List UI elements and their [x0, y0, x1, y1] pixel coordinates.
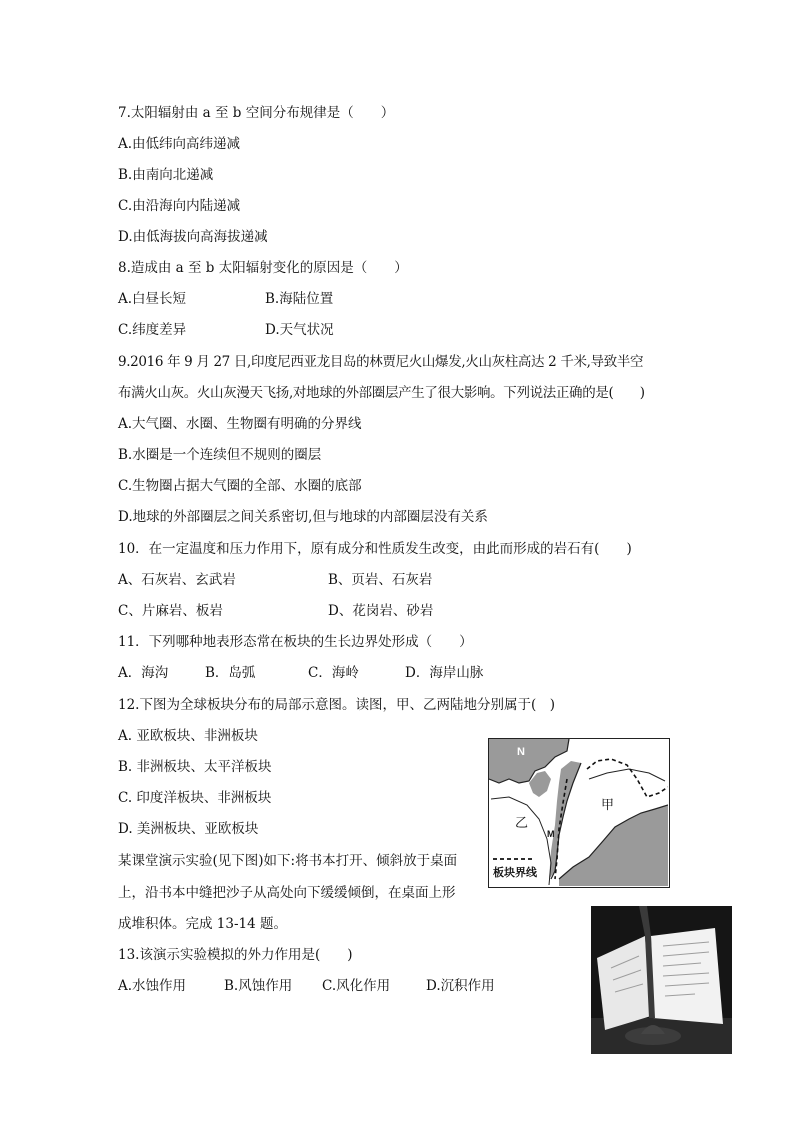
q9-option-b: B.水圈是一个连续但不规则的圈层 [118, 447, 322, 463]
q10-option-b: B、页岩、石灰岩 [328, 572, 433, 588]
q13-option-a: A.水蚀作用 [118, 978, 187, 994]
q8-stem: 8.造成由 a 至 b 太阳辐射变化的原因是（ ） [118, 260, 408, 276]
q7-stem: 7.太阳辐射由 a 至 b 空间分布规律是（ ） [118, 105, 395, 121]
intro-line3: 成堆积体。完成 13-14 题。 [118, 916, 288, 932]
map-label-m: M [547, 829, 555, 839]
q13-option-b: B.风蚀作用 [224, 978, 293, 994]
map-label-jia: 甲 [601, 798, 615, 813]
q11-option-a: A．海沟 [118, 665, 169, 681]
book-right-page [651, 928, 723, 1024]
plate-map-figure [488, 738, 670, 888]
q8-option-c: C.纬度差异 [118, 322, 187, 338]
intro-line2: 上，沿书本中缝把沙子从高处向下缓缓倾倒，在桌面上形 [118, 885, 456, 901]
sand-experiment-svg [591, 906, 732, 1054]
plate-map-svg [489, 739, 668, 886]
sea-region-bottom-right [559, 805, 668, 886]
q12-option-a: A. 亚欧板块、非洲板块 [118, 728, 258, 744]
q9-option-c: C.生物圈占据大气圈的全部、水圈的底部 [118, 478, 362, 494]
q9-stem-line2: 布满火山灰。火山灰漫天飞扬,对地球的外部圈层产生了很大影响。下列说法正确的是( ) [118, 385, 645, 401]
q13-option-c: C.风化作用 [322, 978, 391, 994]
q8-option-d: D.天气状况 [265, 322, 334, 338]
q11-option-d: D．海岸山脉 [405, 665, 484, 681]
q7-option-d: D.由低海拔向高海拔递减 [118, 229, 268, 245]
sand-experiment-photo [591, 906, 732, 1054]
q12-stem: 12.下图为全球板块分布的局部示意图。读图，甲、乙两陆地分别属于( ) [118, 697, 556, 713]
q13-option-d: D.沉积作用 [426, 978, 495, 994]
q12-option-b: B. 非洲板块、太平洋板块 [118, 759, 272, 775]
intro-line1: 某课堂演示实验(见下图)如下:将书本打开、倾斜放于桌面 [118, 853, 458, 869]
q10-option-c: C、片麻岩、板岩 [118, 603, 223, 619]
q12-option-d: D. 美洲板块、亚欧板块 [118, 821, 259, 837]
q7-option-b: B.由南向北递减 [118, 167, 214, 183]
sea-region-top-left [489, 739, 569, 783]
q7-option-a: A.由低纬向高纬递减 [118, 136, 241, 152]
q11-option-b: B．岛弧 [205, 665, 256, 681]
q13-stem: 13.该演示实验模拟的外力作用是( ) [118, 947, 353, 963]
q9-stem-line1: 9.2016 年 9 月 27 日,印度尼西亚龙目岛的林贾尼火山爆发,火山灰柱高达 2 千米,导致半空 [118, 354, 644, 370]
sea-region-strait [549, 761, 581, 879]
q11-option-c: C．海岭 [308, 665, 359, 681]
q10-option-d: D、花岗岩、砂岩 [328, 603, 434, 619]
q11-stem: 11．下列哪种地表形态常在板块的生长边界处形成（ ） [118, 634, 473, 650]
q9-option-d: D.地球的外部圈层之间关系密切,但与地球的内部圈层没有关系 [118, 509, 488, 525]
q10-stem: 10．在一定温度和压力作用下，原有成分和性质发生改变，由此而形成的岩石有( ) [118, 541, 632, 557]
map-label-yi: 乙 [515, 816, 529, 831]
q8-option-a: A.白昼长短 [118, 291, 187, 307]
q8-option-b: B.海陆位置 [265, 291, 334, 307]
coastline-upper-land [589, 769, 665, 781]
map-label-n: N [517, 746, 525, 758]
q9-option-a: A.大气圈、水圈、生物圈有明确的分界线 [118, 416, 362, 432]
plate-boundary-line [587, 759, 668, 797]
q10-option-a: A、石灰岩、玄武岩 [118, 572, 236, 588]
q12-option-c: C. 印度洋板块、非洲板块 [118, 790, 272, 806]
map-legend-label: 板块界线 [493, 866, 537, 879]
q7-option-c: C.由沿海向内陆递减 [118, 198, 241, 214]
